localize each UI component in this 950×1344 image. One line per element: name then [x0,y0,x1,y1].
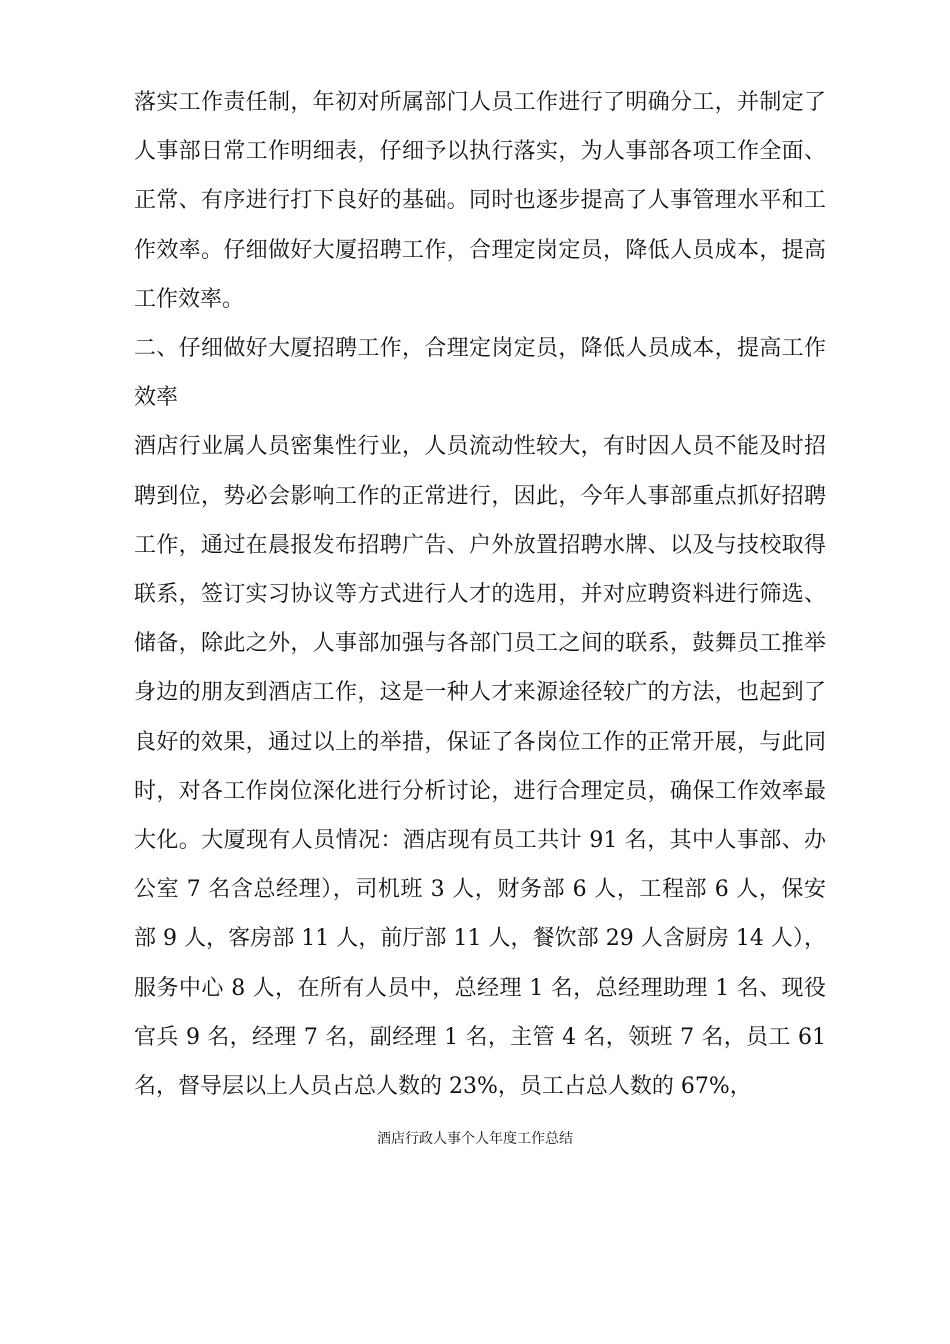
section-heading-recruitment: 二、仔细做好大厦招聘工作，合理定岗定员，降低人员成本，提高工作效率 [134,336,826,411]
document-body [134,78,826,1111]
document-footer-title: 酒店行政人事个人年度工作总结 [377,1131,573,1147]
paragraph-recruitment-details: 酒店行业属人员密集性行业，人员流动性较大，有时因人员不能及时招聘到位，势必会影响工作的正常进行，因此，今年人事部重点抓好招聘工作，通过在晨报发布招聘广告、户外放置招聘水牌、以及与技校取得联系，签订实习协议等方式进行人才的选用，并对应聘资料进行筛选、储备，除此之外，人事部加强与各部门员工之间的联系，鼓舞员工推举身边的朋友到酒店工作，这是一种人才来源途径较广的方法，也起到了良好的效果，通过以上的举措，保证了各岗位工作的正常开展，与此同时，对各工作岗位深化进行分析讨论，进行合理定员，确保工作效率最大化。大厦现有人员情况：酒店现有员工共计 91 名，其中人事部、办公室 7 名含总经理），司机班 3 人，财务部 6 人，工程部 6 人，保安部 9 人，客房部 11 人，前厅部 11 人，餐饮部 29 人含厨房 14 人），服务中心 8 人，在所有人员中，总经理 1 名，总经理助理 1 名、现役官兵 9 名，经理 7 名，副经理 1 名，主管 4 名，领班 7 名，员工 61 名，督导层以上人员占总人数的 23%，员工占总人数的 67%， [134,434,826,1100]
paragraph-responsibility: 落实工作责任制，年初对所属部门人员工作进行了明确分工，并制定了人事部日常工作明细表，仔细予以执行落实，为人事部各项工作全面、正常、有序进行打下良好的基础。同时也逐步提高了人事管理水平和工作效率。仔细做好大厦招聘工作，合理定岗定员，降低人员成本，提高工作效率。 [134,90,826,312]
